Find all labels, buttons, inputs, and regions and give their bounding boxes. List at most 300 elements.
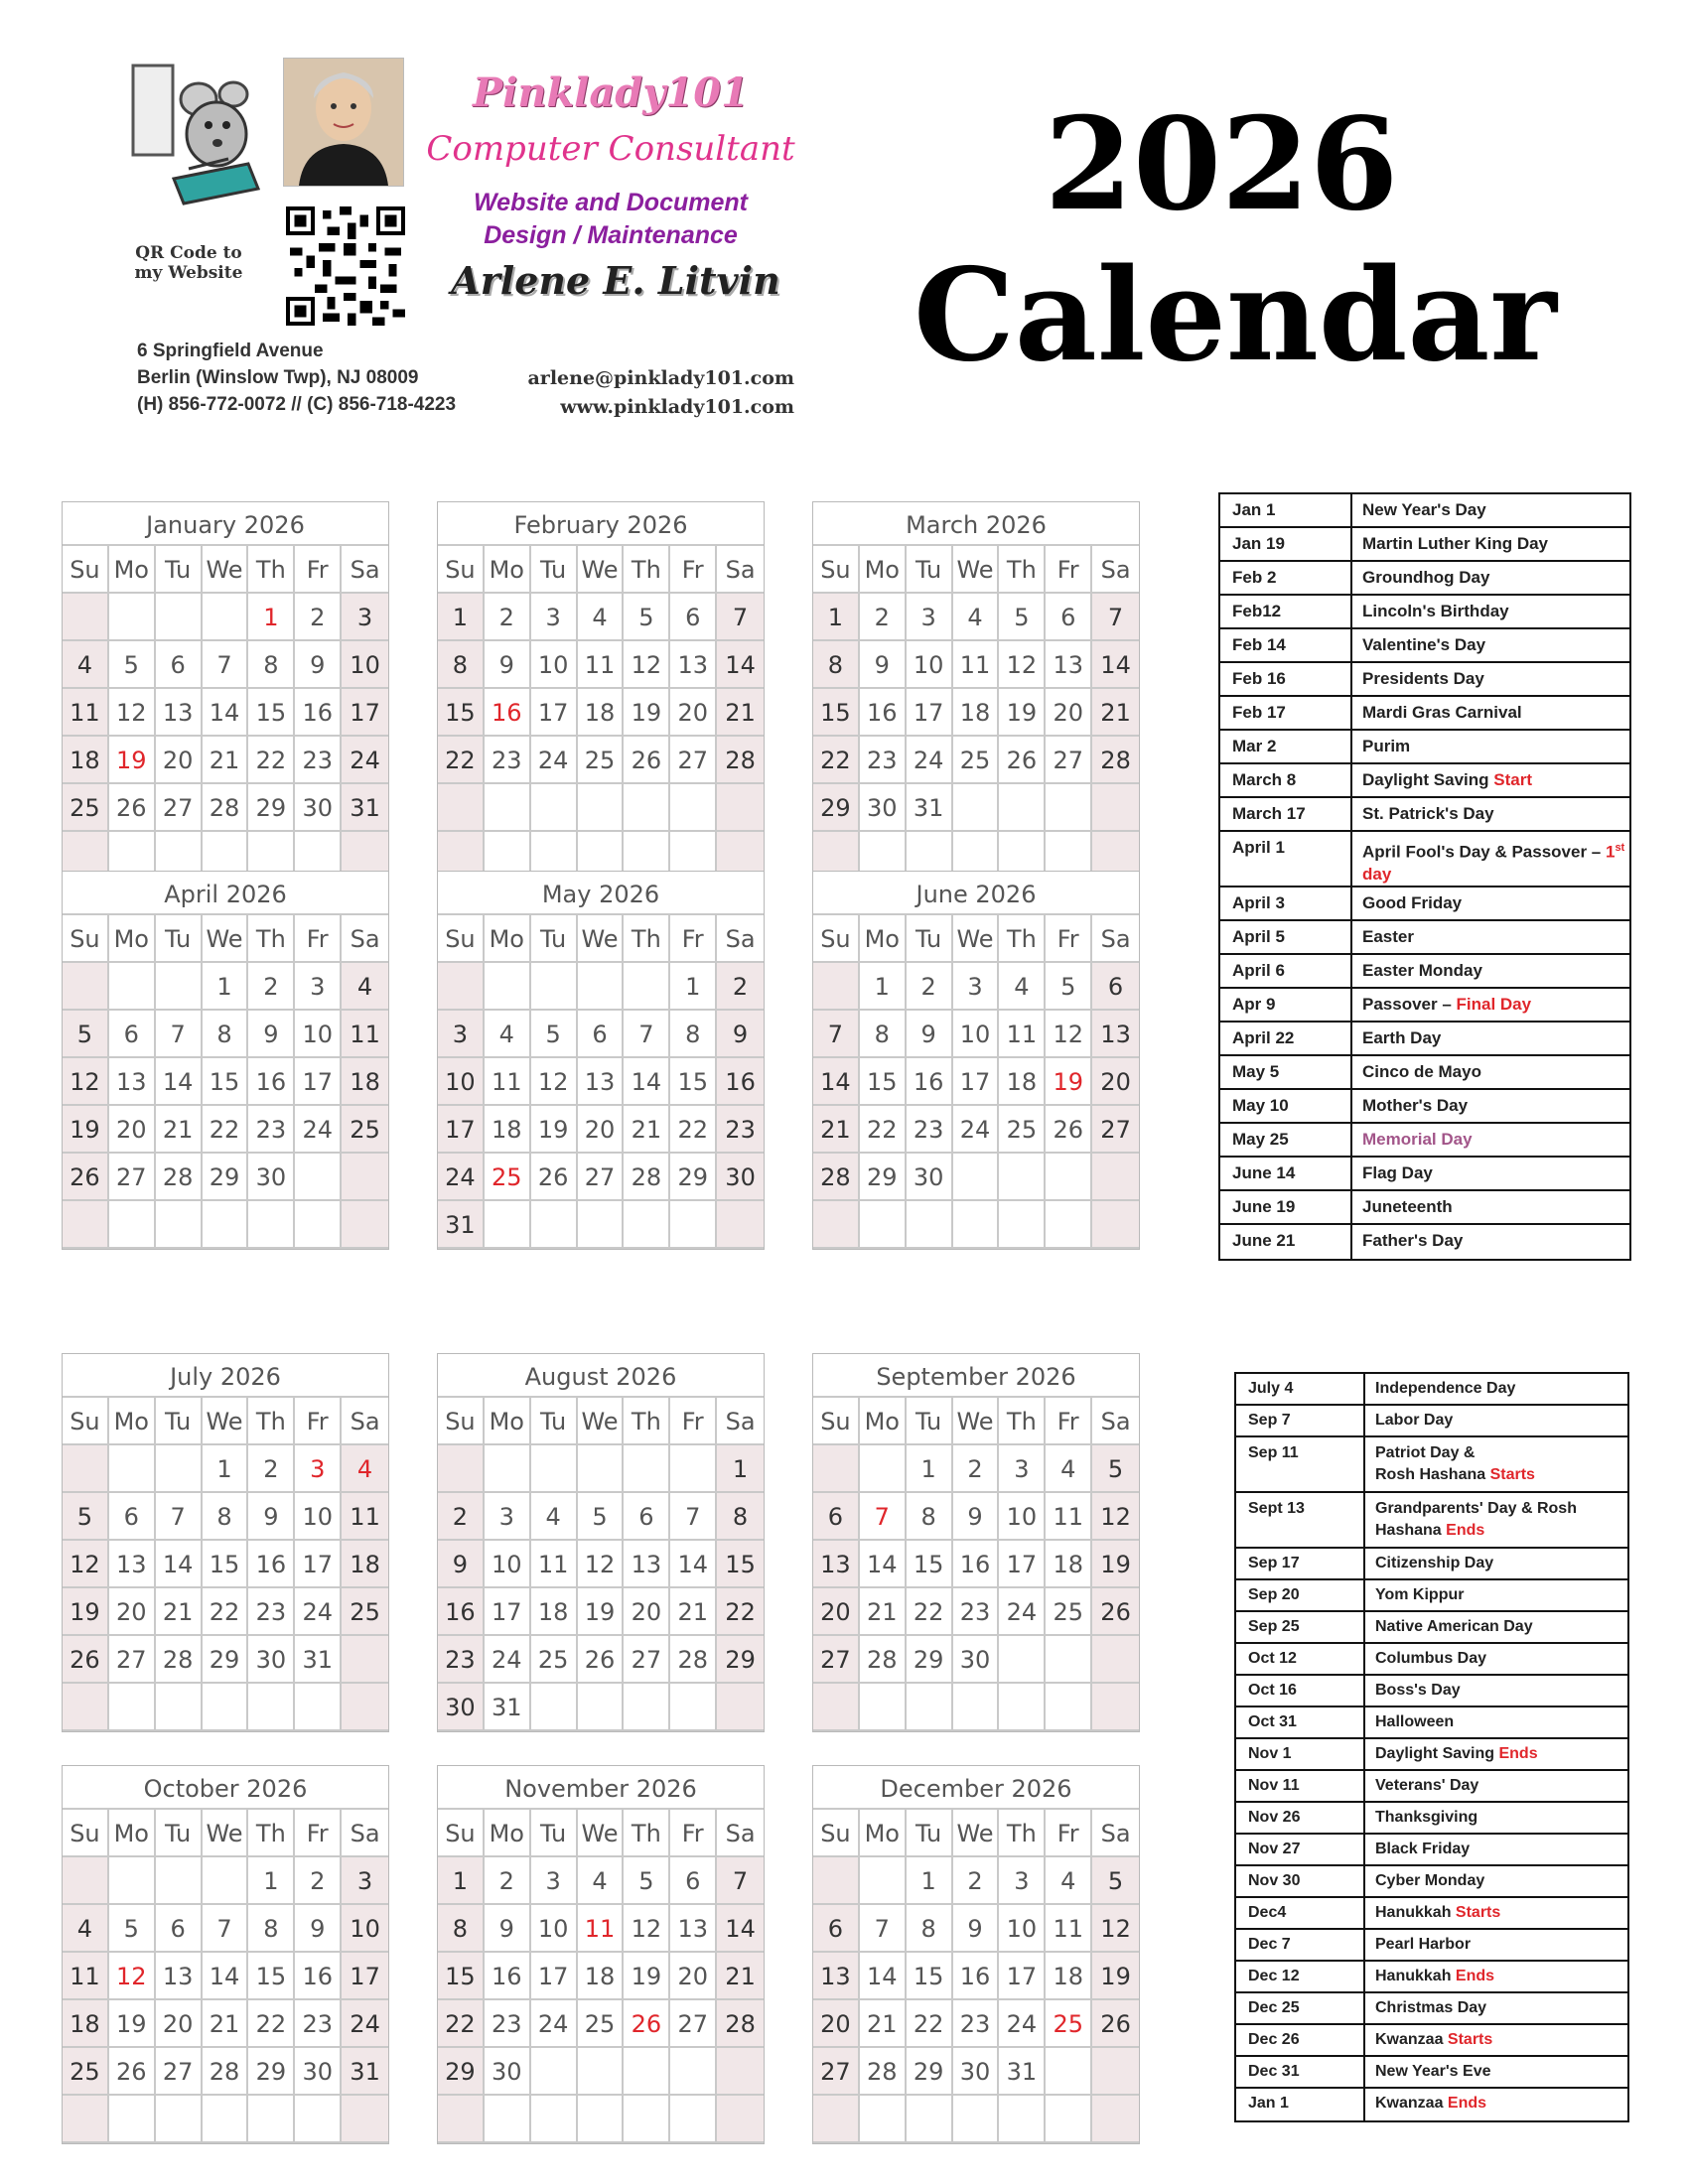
empty-day-cell [670,784,717,832]
month-grid [813,915,1139,1249]
empty-day-cell [999,1201,1046,1249]
weekday-header: Sa [717,915,764,963]
day-cell: 18 [342,1541,388,1588]
holiday-name [1365,1493,1627,1547]
weekday-header: Tu [907,546,953,594]
qr-code-icon[interactable] [286,206,405,326]
holiday-text: Hanukkah [1375,1968,1456,1984]
day-cell: 26 [109,784,156,832]
holiday-row [1220,1191,1629,1225]
day-cell: 24 [907,737,953,784]
weekday-header: We [953,546,1000,594]
day-cell: 5 [624,1857,670,1905]
weekday-header: Th [248,1398,295,1445]
empty-day-cell [485,1445,531,1493]
empty-day-cell [999,2096,1046,2143]
empty-day-cell [953,2096,1000,2143]
day-cell: 25 [63,2048,109,2096]
day-cell: 23 [485,737,531,784]
empty-day-cell [860,1857,907,1905]
day-cell: 12 [624,641,670,689]
day-cell: 5 [578,1493,625,1541]
day-cell: 20 [813,2000,860,2048]
holiday-date: Dec 31 [1236,2057,1365,2087]
holiday-text: Passover – [1362,995,1457,1014]
empty-day-cell [578,2048,625,2096]
owner-name: Arlene E. Litvin [451,258,780,303]
day-cell: 30 [295,2048,342,2096]
day-cell: 20 [109,1588,156,1636]
day-cell: 24 [342,2000,388,2048]
holiday-row [1236,1437,1627,1493]
weekday-header: Th [624,546,670,594]
empty-day-cell [63,1857,109,1905]
day-cell: 12 [999,641,1046,689]
day-cell: 27 [670,2000,717,2048]
day-cell: 28 [156,1154,203,1201]
day-cell: 15 [248,1953,295,2000]
holiday-text: Grandparents' Day & Rosh Hashana [1375,1500,1577,1539]
empty-day-cell [531,2048,578,2096]
holiday-text: Columbus Day [1375,1650,1487,1667]
day-cell: 17 [531,1953,578,2000]
empty-day-cell [1046,2096,1092,2143]
weekday-header: Mo [109,915,156,963]
weekday-header: Fr [1046,1398,1092,1445]
day-cell: 24 [999,2000,1046,2048]
day-cell: 13 [1046,641,1092,689]
day-cell: 30 [438,1684,485,1731]
day-cell: 25 [999,1106,1046,1154]
day-cell: 8 [248,641,295,689]
holiday-name [1365,1644,1627,1674]
holiday-name [1365,2025,1627,2055]
weekday-header: Sa [1092,1810,1139,1857]
month-grid [813,1810,1139,2143]
holiday-date: Dec 26 [1236,2025,1365,2055]
day-cell: 6 [670,594,717,641]
day-cell: 6 [670,1857,717,1905]
month-may [437,871,765,1250]
empty-day-cell [342,1636,388,1684]
holiday-text: St. Patrick's Day [1362,804,1494,823]
day-cell: 2 [485,594,531,641]
empty-day-cell [1046,1636,1092,1684]
weekday-header: Th [248,915,295,963]
day-cell: 17 [999,1953,1046,2000]
day-cell: 13 [813,1953,860,2000]
brand-name: Pinklady101 [473,69,749,116]
day-cell: 29 [813,784,860,832]
month-june [812,871,1140,1250]
day-cell: 4 [485,1011,531,1058]
day-cell: 29 [248,2048,295,2096]
empty-day-cell [670,2048,717,2096]
empty-day-cell [109,594,156,641]
day-cell: 17 [342,1953,388,2000]
empty-day-cell [248,1201,295,1249]
weekday-header: Th [999,1810,1046,1857]
empty-day-cell [438,2096,485,2143]
day-cell: 3 [295,1445,342,1493]
day-cell: 30 [860,784,907,832]
weekday-header: Tu [156,1398,203,1445]
empty-day-cell [485,2096,531,2143]
day-cell: 24 [485,1636,531,1684]
day-cell: 1 [203,1445,249,1493]
day-cell: 25 [578,737,625,784]
empty-day-cell [1092,1684,1139,1731]
day-cell: 15 [203,1541,249,1588]
empty-day-cell [342,2096,388,2143]
empty-day-cell [156,2096,203,2143]
day-cell: 22 [813,737,860,784]
highlighted-text: Starts [1447,2031,1493,2048]
empty-day-cell [860,1684,907,1731]
day-cell: 2 [717,963,764,1011]
day-cell: 2 [860,594,907,641]
holiday-date: Dec4 [1236,1898,1365,1928]
day-cell: 16 [907,1058,953,1106]
day-cell: 19 [1092,1541,1139,1588]
holiday-text: Cyber Monday [1375,1872,1485,1889]
holiday-name [1352,1225,1629,1259]
holiday-name [1365,1549,1627,1578]
holiday-name [1352,887,1629,919]
day-cell: 31 [907,784,953,832]
month-august [437,1353,765,1732]
day-cell: 7 [1092,594,1139,641]
weekday-header: We [203,1810,249,1857]
day-cell: 17 [531,689,578,737]
holiday-row [1236,1993,1627,2025]
day-cell: 10 [907,641,953,689]
empty-day-cell [624,1684,670,1731]
empty-day-cell [907,1684,953,1731]
weekday-header: Th [999,546,1046,594]
weekday-header: Fr [670,1398,717,1445]
day-cell: 21 [624,1106,670,1154]
day-cell: 12 [1046,1011,1092,1058]
empty-day-cell [109,1201,156,1249]
highlighted-text: Start [1493,770,1532,789]
empty-day-cell [999,1684,1046,1731]
role-title: Computer Consultant [426,129,795,169]
weekday-header: We [953,1810,1000,1857]
holiday-name [1352,764,1629,796]
weekday-header: Sa [342,915,388,963]
day-cell: 17 [342,689,388,737]
day-cell: 22 [203,1588,249,1636]
day-cell: 8 [860,1011,907,1058]
empty-day-cell [624,1445,670,1493]
weekday-header: Fr [1046,1810,1092,1857]
day-cell: 22 [248,737,295,784]
day-cell: 7 [860,1905,907,1953]
month-grid [438,915,764,1249]
day-cell: 28 [1092,737,1139,784]
services-line1: Website and Document [474,189,748,216]
empty-day-cell [670,1445,717,1493]
phone-numbers: (H) 856-772-0072 // (C) 856-718-4223 [137,394,457,415]
day-cell: 9 [953,1905,1000,1953]
holiday-row [1220,1158,1629,1191]
day-cell: 24 [295,1588,342,1636]
day-cell: 24 [999,1588,1046,1636]
day-cell: 5 [63,1493,109,1541]
day-cell: 15 [813,689,860,737]
day-cell: 10 [342,1905,388,1953]
holiday-date: Dec 12 [1236,1962,1365,1991]
holiday-row [1220,1124,1629,1158]
weekday-header: Mo [860,1398,907,1445]
empty-day-cell [248,2096,295,2143]
holiday-row [1236,1676,1627,1707]
weekday-header: Th [624,1398,670,1445]
empty-day-cell [156,1445,203,1493]
day-cell: 19 [1092,1953,1139,2000]
holiday-date: Sep 25 [1236,1612,1365,1642]
day-cell: 13 [578,1058,625,1106]
holiday-text: Rosh Hashana [1375,1466,1490,1483]
day-cell: 25 [1046,1588,1092,1636]
day-cell: 12 [109,1953,156,2000]
empty-day-cell [953,784,1000,832]
day-cell: 9 [860,641,907,689]
holiday-row [1220,921,1629,955]
day-cell: 24 [531,737,578,784]
weekday-header: Mo [109,1810,156,1857]
holiday-date: May 25 [1220,1124,1352,1156]
holiday-name [1365,1707,1627,1737]
day-cell: 22 [860,1106,907,1154]
day-cell: 14 [156,1541,203,1588]
day-cell: 23 [295,737,342,784]
holiday-text: Juneteenth [1362,1197,1453,1216]
holiday-name [1365,1580,1627,1610]
day-cell: 3 [295,963,342,1011]
weekday-header: Su [63,915,109,963]
weekday-header: Su [438,1398,485,1445]
day-cell: 16 [953,1541,1000,1588]
email-link[interactable]: arlene@pinklady101.com [527,367,794,389]
weekday-header: We [578,546,625,594]
day-cell: 18 [953,689,1000,737]
holiday-text: Mother's Day [1362,1096,1469,1115]
day-cell: 6 [1046,594,1092,641]
weekday-header: Sa [717,1810,764,1857]
day-cell: 25 [342,1106,388,1154]
day-cell: 8 [907,1493,953,1541]
day-cell: 10 [485,1541,531,1588]
weekday-header: Fr [670,546,717,594]
day-cell: 21 [1092,689,1139,737]
title-word: Calendar [914,241,1557,390]
empty-day-cell [624,2096,670,2143]
day-cell: 17 [953,1058,1000,1106]
empty-day-cell [295,1154,342,1201]
holiday-text: Daylight Saving [1362,770,1494,789]
day-cell: 5 [109,1905,156,1953]
day-cell: 27 [813,1636,860,1684]
empty-day-cell [953,1201,1000,1249]
holiday-name [1352,989,1629,1021]
day-cell: 17 [907,689,953,737]
qr-caption-line2: my Website [134,263,243,283]
holiday-row [1220,697,1629,731]
holiday-name [1352,697,1629,729]
holiday-row [1220,562,1629,596]
highlighted-text: st [1615,842,1625,854]
day-cell: 13 [670,641,717,689]
day-cell: 22 [907,2000,953,2048]
day-cell: 22 [717,1588,764,1636]
day-cell: 8 [438,641,485,689]
day-cell: 7 [813,1011,860,1058]
day-cell: 3 [999,1857,1046,1905]
holiday-row [1236,1898,1627,1930]
day-cell: 19 [109,737,156,784]
day-cell: 6 [813,1905,860,1953]
day-cell: 22 [248,2000,295,2048]
day-cell: 27 [578,1154,625,1201]
month-title: June 2026 [813,872,1139,915]
day-cell: 14 [860,1541,907,1588]
day-cell: 3 [485,1493,531,1541]
holiday-row [1236,1612,1627,1644]
day-cell: 26 [1092,2000,1139,2048]
day-cell: 4 [578,1857,625,1905]
day-cell: 29 [438,2048,485,2096]
day-cell: 21 [717,1953,764,2000]
day-cell: 6 [624,1493,670,1541]
day-cell: 15 [438,1953,485,2000]
day-cell: 1 [438,1857,485,1905]
day-cell: 31 [295,1636,342,1684]
empty-day-cell [624,1201,670,1249]
day-cell: 10 [295,1011,342,1058]
day-cell: 1 [860,963,907,1011]
empty-day-cell [578,1684,625,1731]
holiday-name [1365,1866,1627,1896]
day-cell: 28 [813,1154,860,1201]
day-cell: 23 [485,2000,531,2048]
month-title: May 2026 [438,872,764,915]
day-cell: 12 [531,1058,578,1106]
holiday-text: Presidents Day [1362,669,1484,688]
weekday-header: Su [813,915,860,963]
day-cell: 7 [717,1857,764,1905]
holiday-name [1365,2089,1627,2120]
month-january [62,501,389,881]
day-cell: 24 [342,737,388,784]
website-link[interactable]: www.pinklady101.com [560,396,794,418]
month-title: September 2026 [813,1354,1139,1398]
day-cell: 11 [63,1953,109,2000]
weekday-header: Sa [342,546,388,594]
highlighted-text: Memorial Day [1362,1130,1473,1149]
weekday-header: We [578,1810,625,1857]
day-cell: 30 [485,2048,531,2096]
day-cell: 31 [999,2048,1046,2096]
empty-day-cell [578,2096,625,2143]
holiday-text: Valentine's Day [1362,635,1486,654]
day-cell: 14 [813,1058,860,1106]
holiday-name [1365,1437,1627,1491]
day-cell: 4 [953,594,1000,641]
day-cell: 26 [531,1154,578,1201]
holiday-name [1365,1676,1627,1706]
weekday-header: Sa [717,546,764,594]
day-cell: 2 [248,963,295,1011]
holiday-name [1352,1158,1629,1189]
day-cell: 2 [295,1857,342,1905]
day-cell: 31 [342,2048,388,2096]
day-cell: 25 [578,2000,625,2048]
holiday-row [1220,764,1629,798]
day-cell: 13 [109,1058,156,1106]
portrait-photo [283,58,404,187]
day-cell: 8 [203,1011,249,1058]
empty-day-cell [1092,1201,1139,1249]
day-cell: 25 [1046,2000,1092,2048]
weekday-header: Mo [860,1810,907,1857]
month-grid [63,915,388,1249]
day-cell: 26 [578,1636,625,1684]
holiday-row [1236,2089,1627,2120]
day-cell: 28 [203,2048,249,2096]
empty-day-cell [531,963,578,1011]
day-cell: 1 [248,594,295,641]
day-cell: 8 [438,1905,485,1953]
weekday-header: Tu [907,915,953,963]
empty-day-cell [1046,1684,1092,1731]
holiday-row [1236,1549,1627,1580]
weekday-header: Fr [295,1398,342,1445]
weekday-header: Sa [342,1810,388,1857]
day-cell: 4 [63,641,109,689]
holiday-date: Jan 1 [1220,494,1352,526]
empty-day-cell [63,594,109,641]
address-city: Berlin (Winslow Twp), NJ 08009 [137,367,419,388]
day-cell: 4 [578,594,625,641]
day-cell: 26 [109,2048,156,2096]
weekday-header: Tu [156,915,203,963]
holiday-text: Flag Day [1362,1163,1433,1182]
weekday-header: Su [63,546,109,594]
day-cell: 12 [1092,1905,1139,1953]
highlighted-text: Ends [1446,1522,1485,1539]
holiday-text: Easter [1362,927,1414,946]
day-cell: 22 [438,2000,485,2048]
highlighted-text: Starts [1455,1904,1501,1921]
empty-day-cell [156,1857,203,1905]
day-cell: 23 [907,1106,953,1154]
holiday-text: Thanksgiving [1375,1809,1478,1826]
holiday-text: Native American Day [1375,1618,1533,1635]
holiday-date: Dec 25 [1236,1993,1365,2023]
empty-day-cell [1046,1201,1092,1249]
weekday-header: Mo [860,915,907,963]
day-cell: 27 [109,1154,156,1201]
month-grid [438,546,764,880]
month-title: March 2026 [813,502,1139,546]
holiday-text: Earth Day [1362,1028,1442,1047]
holiday-row [1236,1493,1627,1549]
day-cell: 28 [156,1636,203,1684]
day-cell: 11 [342,1011,388,1058]
day-cell: 20 [670,689,717,737]
